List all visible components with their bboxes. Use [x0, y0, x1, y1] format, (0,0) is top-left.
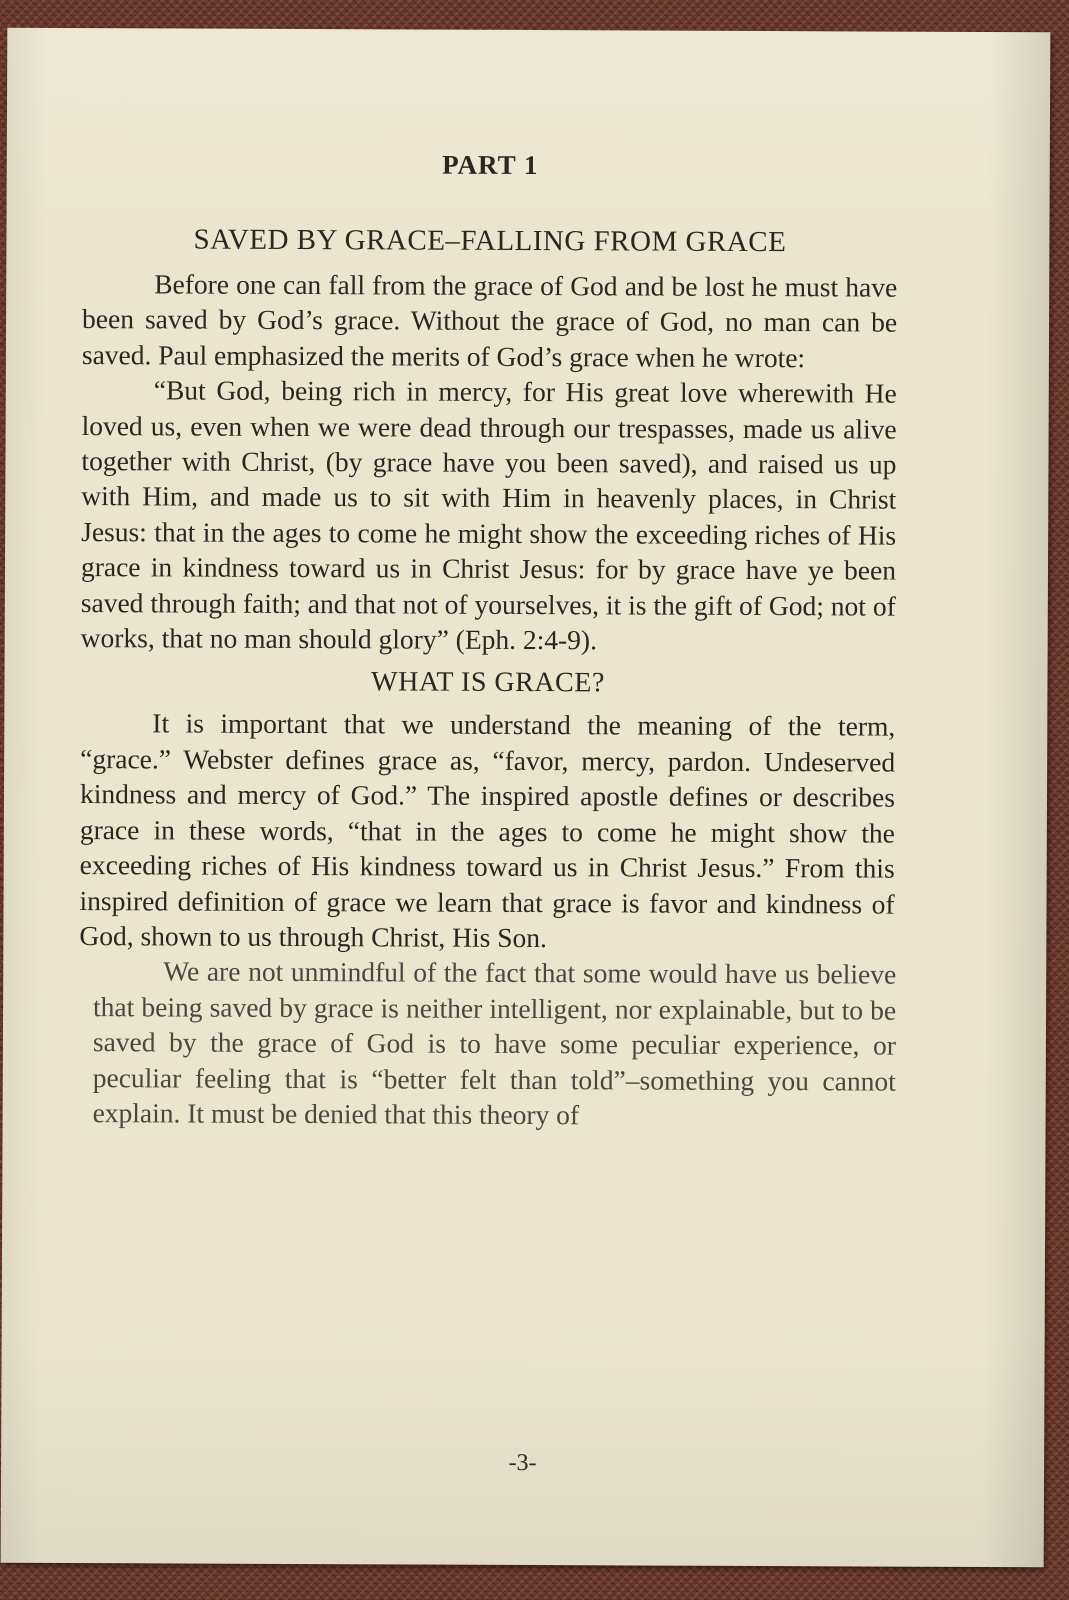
paragraph-theory: We are not unmindful of the fact that some would have us believe that being saved by grace is neither intelligent, nor explainable, but to be saved by the grace of God is to have some peculiar experience, or peculiar feeling that is “better felt than told”–something you cannot explain. It must be denied that this theory of — [92, 955, 897, 1131]
page-number: -3- — [508, 1449, 537, 1477]
book-page — [1, 28, 1051, 1568]
paragraph-definition: It is important that we understand the meaning of the term, “grace.” Webster defines grace as, “favor, mercy, pardon. Undeserved kindness and mercy of God.” The inspired apostle defines or describes grace in these words, “that in the ages to come he might show the exceeding riches of His kindness toward us in Christ Jesus.” From this inspired definition of grace we learn that grace is favor and kindness of God, shown to us through Christ, His Son. — [79, 707, 896, 954]
section-heading-saved-by-grace: SAVED BY GRACE–FALLING FROM GRACE — [193, 223, 787, 259]
paragraph-intro: Before one can fall from the grace of God and be lost he must have been saved by God’s grace. Without the grace of God, no man can be saved. Paul emphasized the merits of God’s grace when he wrote: — [81, 268, 898, 374]
paragraph-scripture-quote: “But God, being rich in mercy, for His great love wherewith He loved us, even when we were dead through our trespasses, made us alive together with Christ, (by grace have you been saved), and raised us up with Him, and made us to sit with Him in heavenly places, in Christ Jesus: that in the ages to come he might show the exceeding riches of His grace in kindness toward us in Christ Jesus: for by grace have ye been saved through faith; and that not of yourselves, it is the gift of God; not of works, that no man should glory” (Eph. 2:4-9). — [80, 374, 897, 656]
section-heading-what-is-grace: WHAT IS GRACE? — [371, 666, 605, 699]
part-title: PART 1 — [442, 149, 539, 181]
page-text — [79, 148, 898, 1134]
